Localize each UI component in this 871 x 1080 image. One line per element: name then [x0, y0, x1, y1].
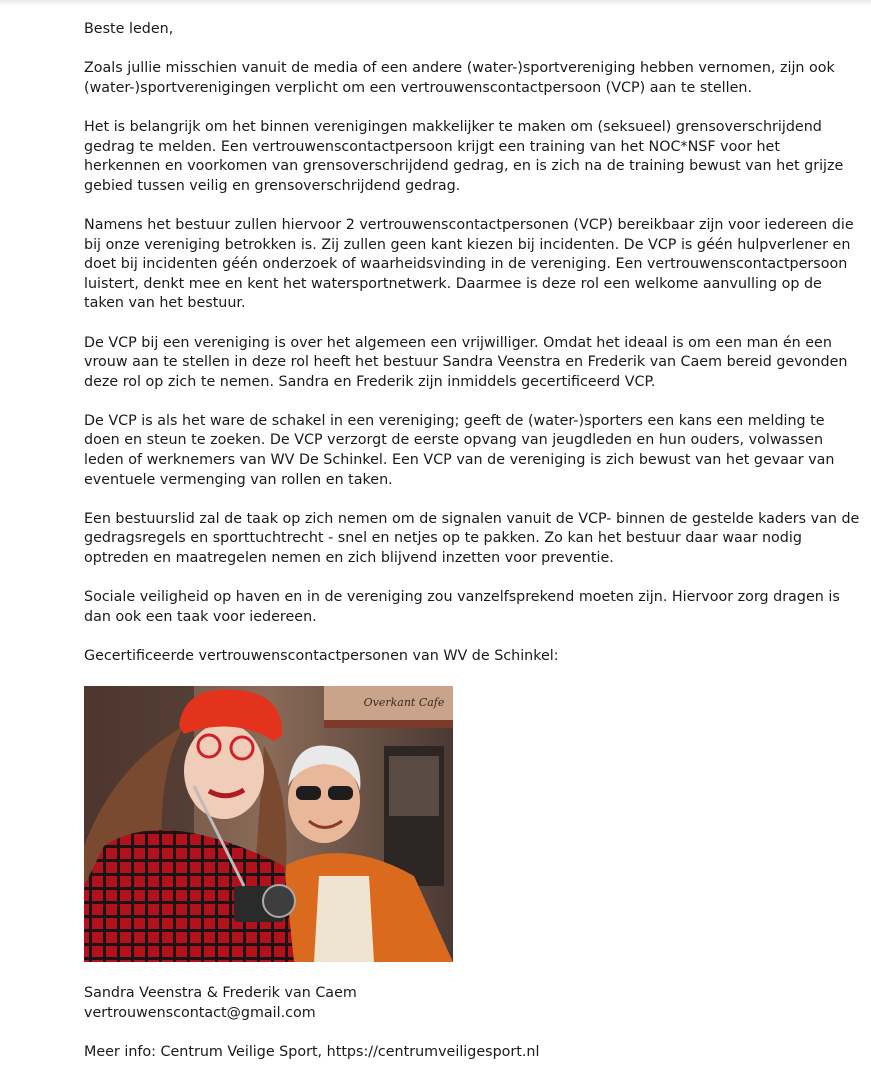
paragraph: [84, 118, 844, 196]
paragraph-line: doet bij incidenten géén onderzoek of waarheidsvinding in de vereniging. Een vertrouwenscontactpersoon: [84, 256, 848, 273]
paragraph-line: (water-)sportverenigingen verplicht om een vertrouwenscontactpersoon (VCP) aan te stellen.: [84, 79, 753, 96]
paragraph-line: Zoals jullie misschien vanuit de media of een andere (water-)sportvereniging hebben vernomen, zijn ook: [84, 60, 835, 77]
paragraph-line: optreden en maatregelen nemen en zich blijvend inzetten voor preventie.: [84, 550, 614, 567]
paragraph-line: Namens het bestuur zullen hiervoor 2 vertrouwenscontactpersonen (VCP) bereikbaar zijn voor iedereen die: [84, 216, 854, 233]
paragraph-line: Een bestuurslid zal de taak op zich nemen om de signalen vanuit de VCP- binnen de gestelde kaders van de: [84, 510, 860, 527]
paragraph-line: Gecertificeerde vertrouwenscontactpersonen van WV de Schinkel:: [84, 648, 559, 664]
paragraph-line: leden of werknemers van WV De Schinkel. Een VCP van de vereniging is zich bewust van het gevaar van: [84, 452, 835, 469]
paragraph-line: gebied tussen veilig en grensoverschrijdend gedrag.: [84, 177, 461, 194]
paragraph: [84, 647, 831, 667]
signature-block: [84, 984, 831, 1023]
paragraph-line: doen en steun te zoeken. De VCP verzorgt de eerste opvang van jeugdleden en hun ouders, volwassen: [84, 432, 824, 449]
paragraph-line: gedragsregels en sporttuchtrecht - snel en netjes op te pakken. Zo kan het bestuur daar waar nodig: [84, 530, 802, 547]
signature-email[interactable]: vertrouwenscontact@gmail.com: [84, 1004, 316, 1021]
paragraph: [84, 334, 848, 393]
paragraph-line: gedrag te melden. Een vertrouwenscontactpersoon krijgt een training van het NOC*NSF voor het: [84, 138, 780, 155]
paragraph: [84, 59, 835, 98]
paragraph: [84, 588, 840, 627]
photo-vcp-persons: [84, 686, 453, 962]
paragraph: [84, 412, 835, 490]
paragraph-line: dan ook een taak voor iedereen.: [84, 608, 317, 625]
paragraph-line: De VCP bij een vereniging is over het algemeen een vrijwilliger. Omdat het ideaal is om een man én een: [84, 334, 832, 351]
more-info[interactable]: Meer info: Centrum Veilige Sport, https://centrumveiligesport.nl: [84, 1043, 540, 1060]
top-edge: [0, 0, 871, 6]
paragraph: [84, 216, 854, 314]
paragraph-line: luistert, denkt mee en kent het watersportnetwerk. Daarmee is deze rol een welkome aanvulling op de: [84, 275, 822, 292]
paragraph-line: taken van het bestuur.: [84, 295, 246, 312]
greeting: Beste leden,: [84, 21, 174, 37]
paragraph-line: De VCP is als het ware de schakel in een vereniging; geeft de (water-)sporters een kans een melding te: [84, 412, 825, 429]
paragraph-line: bij onze vereniging betrokken is. Zij zullen geen kant kiezen bij incidenten. De VCP is géén hulpverlener en: [84, 236, 851, 253]
paragraph-line: deze rol op zich te nemen. Sandra en Frederik zijn inmiddels gecertificeerd VCP.: [84, 373, 656, 390]
sign-text: Overkant Cafe: [363, 696, 445, 710]
body-paragraphs: [84, 59, 860, 666]
paragraph-line: herkennen en voorkomen van grensoverschrijdend gedrag, en is zich na de training bewust van het grijze: [84, 158, 844, 175]
paragraph-line: vrouw aan te stellen in deze rol heeft het bestuur Sandra Veenstra en Frederik van Caem bereid gevonden: [84, 354, 848, 371]
signature-names: Sandra Veenstra & Frederik van Caem: [84, 985, 357, 1002]
paragraph: [84, 510, 860, 569]
paragraph-line: eventuele vermenging van rollen en taken.: [84, 471, 393, 488]
paragraph-line: Sociale veiligheid op haven en in de vereniging zou vanzelfsprekend moeten zijn. Hiervoor zorg dragen is: [84, 589, 840, 606]
paragraph-line: Het is belangrijk om het binnen verenigingen makkelijker te maken om (seksueel) grensoverschrijdend: [84, 118, 822, 135]
